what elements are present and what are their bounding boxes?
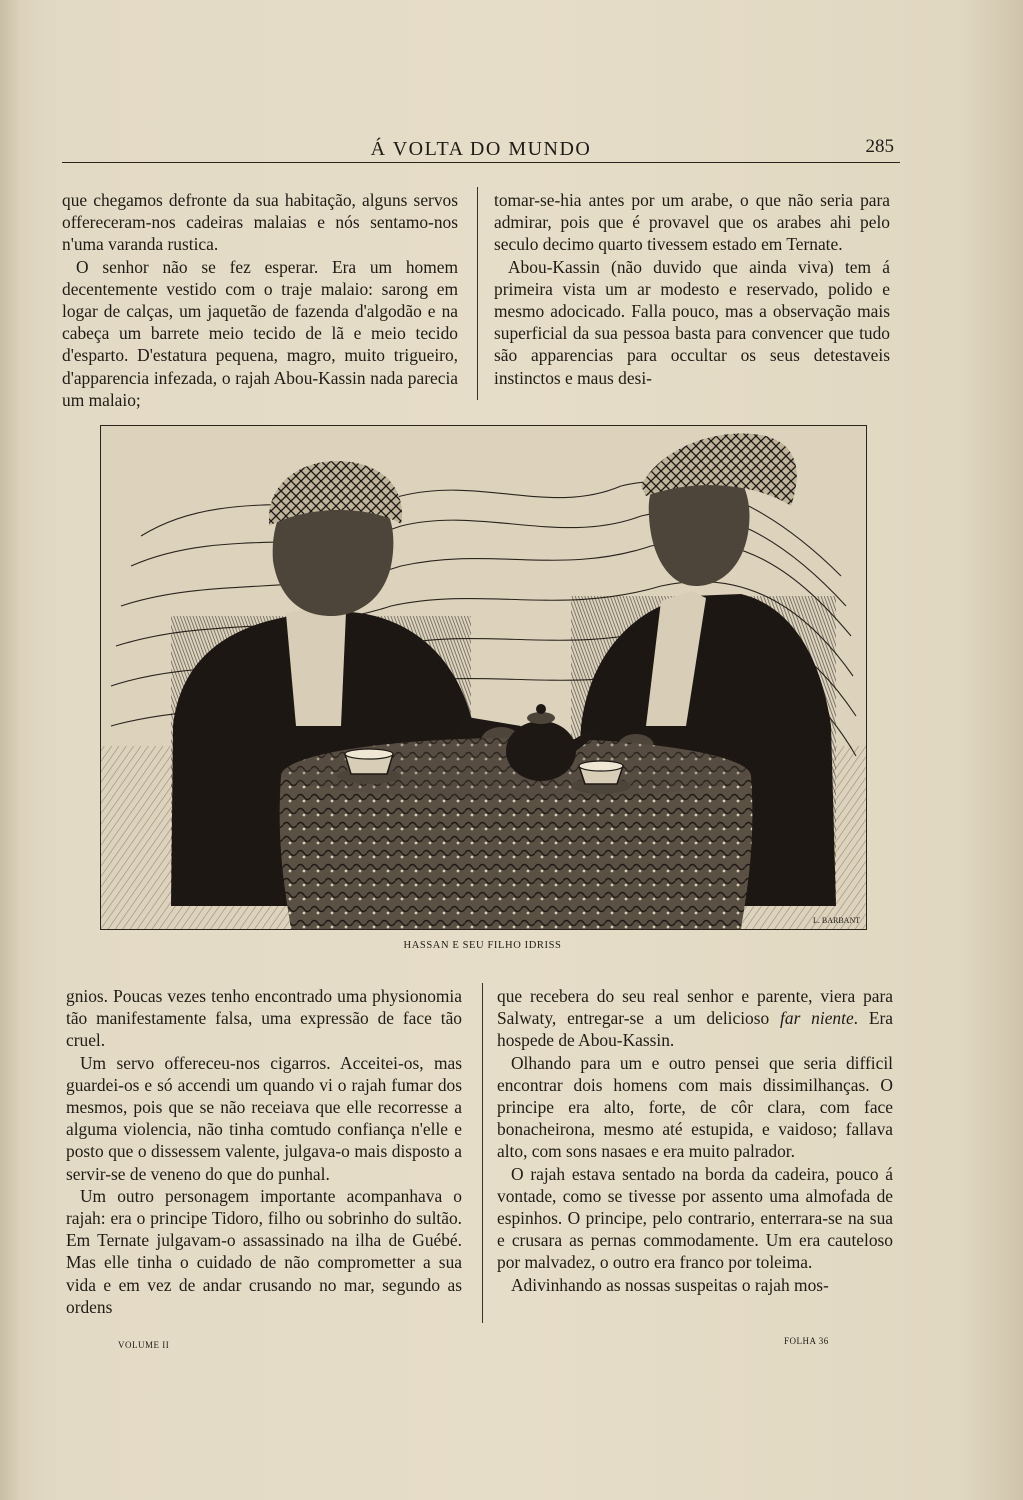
paragraph: gnios. Poucas vezes tenho encontrado uma physionomia tão manifestamente falsa, uma expressão de face tão cruel. xyxy=(66,986,462,1051)
paragraph: que chegamos defronte da sua habitação, alguns servos offereceram-nos cadeiras malaias e nós sentamo-nos n'uma varanda rustica. xyxy=(62,190,458,255)
page-number: 285 xyxy=(865,136,894,157)
paragraph: tomar-se-hia antes por um arabe, o que não seria para admirar, pois que é provavel que os arabes ahi pelo seculo decimo quarto tivessem estado em Ternate. xyxy=(494,190,890,255)
text-run: que recebera do seu real senhor e parente, viera para Salwaty, entregar-se a um delicioso xyxy=(497,986,893,1029)
column-left-top xyxy=(62,189,458,410)
paragraph: O rajah estava sentado na borda da cadeira, pouco á vontade, como se tivesse por assento uma almofada de espinhos. O principe, pelo contrario, enterrara-se na sua e crusara as pernas commodamente. Um era cauteloso por malvadez, o outro era franco por toleima. xyxy=(497,1163,893,1273)
footer-sheet: FOLHA 36 xyxy=(784,1336,829,1346)
paragraph: Um outro personagem importante acompanhava o rajah: era o principe Tidoro, filho ou sobrinho do sultão. Em Ternate julgavam-o assassinado na ilha de Guébé. Mas elle tinha o cuidado de não comprometter a sua vida e em vez de andar crusando no mar, segundo as ordens xyxy=(66,1185,462,1317)
paragraph: Abou-Kassin (não duvido que ainda viva) tem á primeira vista um ar modesto e reservado, polido e mesmo adocicado. Falla pouco, mas a observação mais superficial da sua pessoa basta para convencer que tudo são apparencias para occultar os seus detestaveis instinctos e maus desi- xyxy=(494,256,890,388)
engraver-signature: L. BARBANT xyxy=(813,916,861,925)
column-divider-bottom xyxy=(482,983,483,1323)
column-right-top xyxy=(494,189,890,405)
text-run: . Era hospede de Abou-Kassin. xyxy=(497,1008,893,1051)
running-title: Á VOLTA DO MUNDO xyxy=(370,138,592,160)
paragraph: Olhando para um e outro pensei que seria difficil encontrar dois homens com mais dissimilhanças. O principe era alto, forte, de côr clara, com face bonacheirona, mesmo até estupida, e vaidoso; fallava alto, com sons nasaes e era muito palrador. xyxy=(497,1052,893,1162)
column-divider-top xyxy=(477,187,478,400)
paragraph: Adivinhando as nossas suspeitas o rajah mos- xyxy=(511,1274,829,1295)
footer-volume: VOLUME II xyxy=(118,1340,170,1350)
page-header xyxy=(62,138,900,163)
engraving-illustration xyxy=(100,425,867,930)
column-left-bottom xyxy=(66,985,462,1325)
italic-phrase: far niente xyxy=(780,1008,854,1029)
paragraph: Um servo offereceu-nos cigarros. Acceitei-os, mas guardei-os e só accendi um quando vi o rajah fumar dos mesmos, pois que se não receiava que elle recorresse a alguma violencia, não tinha comtudo confiança n'elle e posto que o dissessem valente, julgava-o mais disposto a servir-se de veneno do que do punhal. xyxy=(66,1052,462,1184)
figure-caption: HASSAN E SEU FILHO IDRISS xyxy=(403,940,562,951)
paragraph: O senhor não se fez esperar. Era um homem decentemente vestido com o traje malaio: sarong em logar de calças, um jaquetão de fazenda d'algodão e na cabeça um barrete meio tecido de lã e meio tecido d'esparto. D'estatura pequena, magro, muito trigueiro, d'apparencia infezada, o rajah Abou-Kassin nada parecia um malaio; xyxy=(62,256,458,410)
engraving-drawing xyxy=(101,426,866,929)
paragraph xyxy=(497,985,893,1052)
column-right-bottom xyxy=(497,985,893,1325)
